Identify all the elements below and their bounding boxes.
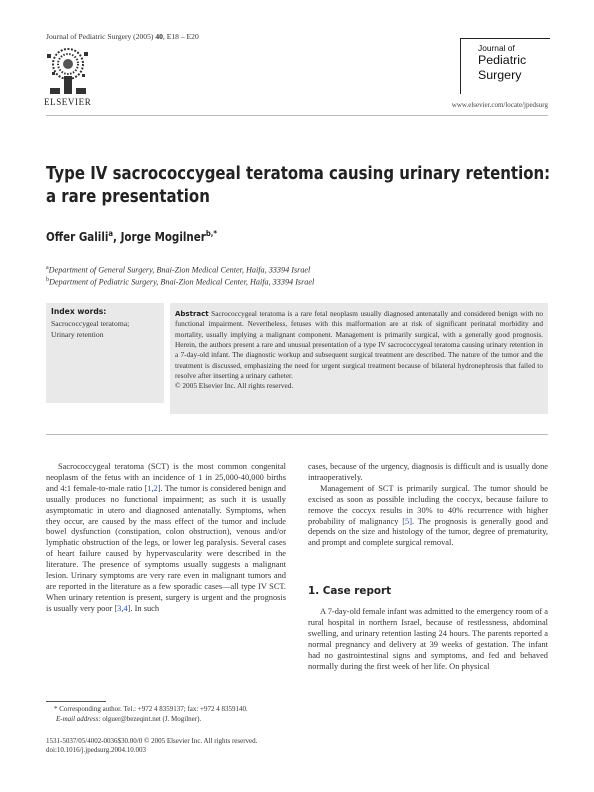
title-line-1: Type IV sacrococcygeal teratoma causing urinary retention: bbox=[46, 164, 551, 184]
paragraph: Sacrococcygeal teratoma (SCT) is the most common congenital neoplasm of the fetus with an incidence of 1 in 25,000-40,000 births and 4:1 female-to-male ratio [1,2]. The tumor is considered benign and usually produces no functional impairment; as such it is usually asymptomatic in utero and diagnosed antenatally. Symptoms, when they occur, are caused by the mass effect of the tumor and include bowel dysfunction (constipation, colon obstruction), venous and/or lymphatic obstruction of the legs, or lower leg paralysis. Several cases of heart failure caused by hypervascularity were described in the literature. The presence of symptoms usually suggests a malignant lesion. Urinary symptoms are very rare even in malignant tumors and are reported in the literature as a few sporadic cases—all type IV SCT. When urinary retention is present, surgery is urgent and the prognosis is usually very poor [3,4]. In such bbox=[46, 462, 286, 613]
doi-line[interactable]: doi:10.1016/j.jpedsurg.2004.10.003 bbox=[46, 746, 147, 754]
author-1: Offer Galili bbox=[46, 230, 109, 244]
keywords-box bbox=[46, 303, 164, 403]
abstract-divider bbox=[46, 434, 548, 435]
case-report-text bbox=[308, 607, 548, 672]
affiliation-a: $^a$Department of General Surgery, Bnai-Zion Medical Center, Haifa, 33394 Israel bbox=[46, 265, 311, 275]
keyword-item: Sacrococcygeal teratoma; bbox=[51, 319, 130, 328]
paragraph: Management of SCT is primarily surgical. The tumor should be excised as soon as possible including the coccyx, because failure to remove the coccyx results in 30% to 40% recurrence with higher probability of malignancy [5]. The prognosis is generally good and depends on the size and histology of the tumor, degree of prematurity, and prompt and complete surgical removal. bbox=[308, 483, 548, 548]
citation-link[interactable]: [1,2] bbox=[144, 483, 161, 493]
abstract-label: Abstract bbox=[175, 310, 209, 318]
journal-logo-line1: Journal of bbox=[478, 43, 515, 53]
author-list: Offer Galili$^a$, Jorge Mogilner$^{b,*}$ bbox=[46, 229, 217, 244]
journal-reference: Journal of Pediatric Surgery (2005) 40, E18 – E20 bbox=[46, 32, 199, 41]
body-left-column bbox=[46, 462, 286, 615]
paragraph: A 7-day-old female infant was admitted to the emergency room of a rural hospital in northern Israel, because of restlessness, abdominal swelling, and urinary retention lasting 24 hours. The parents reported a normal pregnancy and delivery at 39 weeks of gestation. The infant had no gastrointestinal signs and symptoms, and fed and behaved normally during the first week of her life. On physical bbox=[308, 607, 548, 671]
title-line-2: a rare presentation bbox=[46, 187, 210, 207]
journal-website: www.elsevier.com/locate/jpedsurg bbox=[451, 101, 548, 109]
section-heading: 1. Case report bbox=[308, 585, 392, 597]
journal-logo-line2: Pediatric bbox=[478, 53, 527, 67]
article-title bbox=[46, 163, 553, 209]
volume-number: 40 bbox=[155, 32, 163, 41]
citation-link[interactable]: [5] bbox=[402, 516, 412, 526]
author-2: Jorge Mogilner bbox=[120, 230, 206, 244]
keywords-title: Index words: bbox=[51, 307, 107, 316]
affiliation-b: $^b$Department of Pediatric Surgery, Bnai-Zion Medical Center, Haifa, 33394 Israel bbox=[46, 277, 315, 287]
keyword-item: Urinary retention bbox=[51, 330, 104, 339]
citation-link[interactable]: [3,4] bbox=[114, 603, 131, 613]
abstract-copyright: © 2005 Elsevier Inc. All rights reserved. bbox=[175, 381, 294, 391]
journal-logo-line3: Surgery bbox=[478, 68, 522, 82]
corresponding-author-note: * Corresponding author. Tel.: +972 4 8359137; fax: +972 4 8359140. bbox=[54, 705, 248, 713]
publisher-name: ELSEVIER bbox=[44, 97, 92, 107]
footnote-divider bbox=[46, 701, 106, 702]
issn-line: 1531-5037/05/4002-0036$30.00/0 © 2005 Elsevier Inc. All rights reserved. bbox=[46, 737, 258, 745]
paragraph: cases, because of the urgency, diagnosis is difficult and is usually done intraoperatively. bbox=[308, 462, 548, 482]
header-divider bbox=[46, 115, 548, 116]
email-note: E-mail address: olguer@bezeqint.net (J. Mogilner). bbox=[56, 715, 202, 723]
email-address[interactable]: olguer@bezeqint.net (J. Mogilner). bbox=[100, 715, 202, 723]
body-right-column bbox=[308, 462, 548, 549]
journal-logo bbox=[460, 38, 550, 94]
abstract-text: Abstract Sacrococcygeal teratoma is a rare fetal neoplasm usually diagnosed antenatally and considered benign with no functional impairment. Nevertheless, fetuses with this malformation are at risk of significant perinatal morbidity and mortality, usually implying a malignant component. Management is primarily surgical, with a generally good prognosis. Herein, the authors present a rare and unusual presentation of a type IV sacrococcygeal teratoma causing urinary retention in a 7-day-old infant. The diagnostic workup and subsequent surgical treatment are described. The nature of the tumor and the treatment is discussed, emphasizing the need for urgent surgical treatment because of bilateral hydronephrosis that failed to resolve after inserting a urinary catheter. © 2005 Elsevier Inc. All rights reserved. bbox=[175, 309, 543, 391]
